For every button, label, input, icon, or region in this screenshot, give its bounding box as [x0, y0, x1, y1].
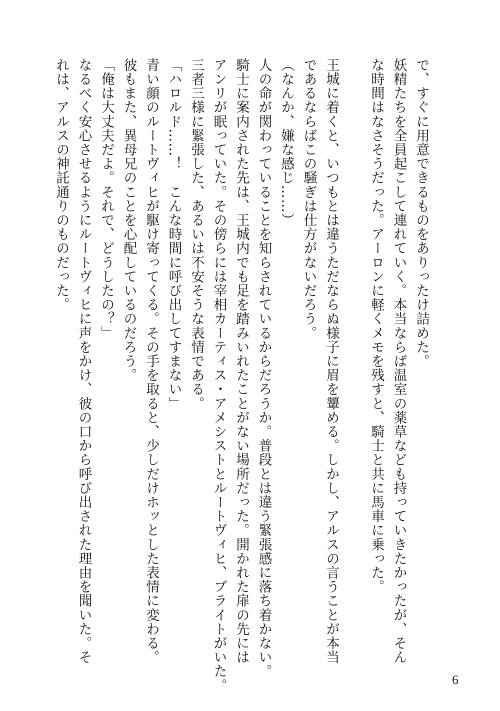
text-line: であるならばこの騒ぎは仕方がないだろう。 [300, 58, 317, 340]
text-line: れは、アルスの神託通りのものだった。 [53, 58, 69, 312]
text-line: 「ハロルド……！ こんな時間に呼び出してすまない」 [165, 58, 182, 411]
text-line: 彼もまた、異母兄のことを心配しているのだろう。 [120, 58, 137, 383]
text-line: （なんか、嫌な感じ……） [278, 58, 294, 228]
text-line: 三者三様に緊張した、あるいは不安そうな表情である。 [188, 58, 204, 411]
blank-line [342, 58, 365, 626]
text-line: アンリが眠っていた。その傍らには宰相カーティス・アメシストとルートヴィヒ、ブライトがいた。 [210, 58, 227, 693]
text-line: なるべく安心させるようにルートヴィヒに声をかけ、彼の口から呼び出された理由を聞いた。そ [75, 58, 92, 665]
text-line: 妖精たちを全員起こして連れていく。本当ならば温室の薬草なども持っていきたかったが、そん [390, 58, 407, 665]
text-line: 騎士に案内された先は、王城内でも足を踏みいれたことがない場所だった。開かれた扉の先には [233, 58, 249, 665]
text-line: な時間はなさそうだった。アーロンに軽くメモを残すと、騎士と共に馬車に乗った。 [368, 58, 384, 594]
text-line: 青い顔のルートヴィヒが駆け寄ってくる。その手を取ると、少しだけホッとした表情に変わる。 [143, 58, 159, 665]
text-line: 人の命が関わっていることを知らされているからだろうか。普段とは違う緊張感に落ち着かない。 [255, 58, 272, 679]
page-number: 6 [452, 672, 459, 687]
text-line: 王城に着くと、いつもとは違うただならぬ様子に眉を顰める。しかし、アルスの言うことが本当 [323, 58, 339, 665]
body-text [50, 58, 433, 693]
text-line: で、すぐに用意できるものをありったけ詰めた。 [413, 58, 429, 369]
text-line: 「俺は大丈夫だよ。それで、どうしたの？」 [98, 58, 114, 340]
